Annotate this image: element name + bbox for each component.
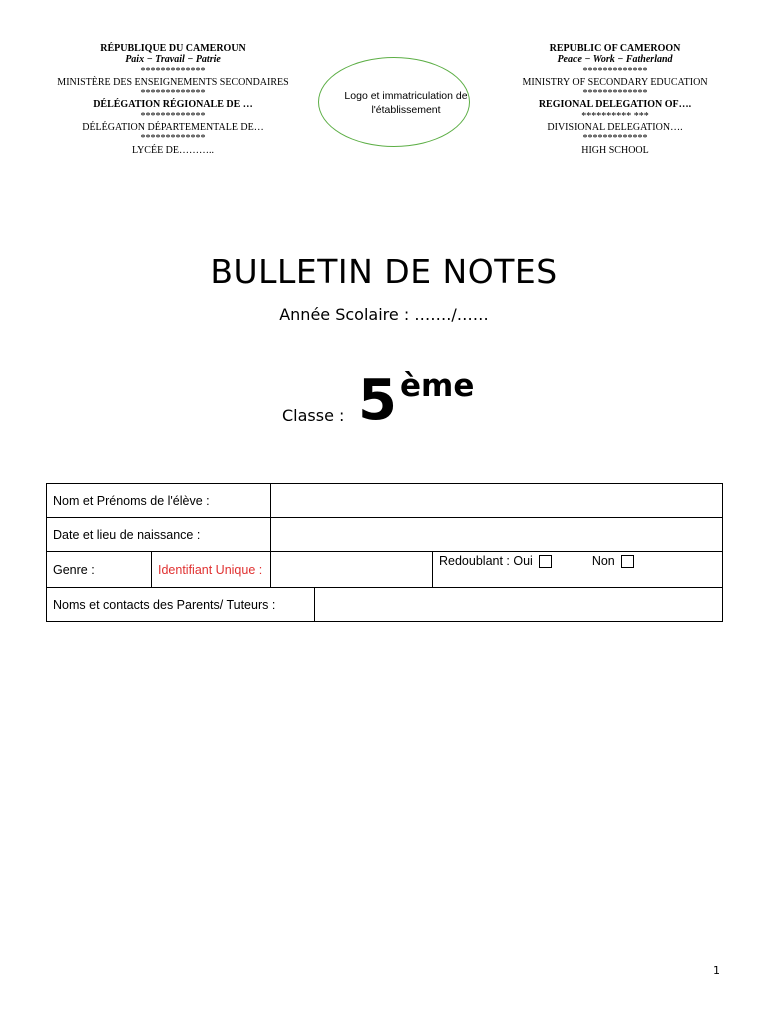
logo-caption-line: Logo et immatriculation de	[344, 90, 468, 102]
motto-fr: Paix − Travail − Patrie	[125, 54, 221, 66]
student-name-field[interactable]	[271, 484, 723, 518]
birth-label: Date et lieu de naissance :	[47, 518, 271, 552]
birth-field[interactable]	[271, 518, 723, 552]
school-en: HIGH SCHOOL	[581, 144, 649, 156]
logo-caption	[336, 89, 476, 117]
repeat-yes-checkbox[interactable]	[539, 555, 552, 568]
parents-field[interactable]	[315, 588, 723, 622]
ministry-fr: MINISTÈRE DES ENSEIGNEMENTS SECONDAIRES	[57, 76, 289, 88]
student-name-label: Nom et Prénoms de l'élève :	[47, 484, 271, 518]
separator: ********** ***	[581, 110, 649, 122]
classe-suffix: ème	[400, 368, 475, 404]
unique-id-label: Identifiant Unique :	[152, 552, 271, 588]
school-year: Année Scolaire : ……./……	[279, 305, 489, 324]
repeat-label: Redoublant : Oui	[439, 554, 533, 568]
student-info-table	[46, 483, 723, 622]
repeat-cell	[433, 552, 723, 588]
parents-label: Noms et contacts des Parents/ Tuteurs :	[47, 588, 315, 622]
repeat-no-checkbox[interactable]	[621, 555, 634, 568]
classe-number: 5	[358, 368, 397, 433]
regional-delegation-fr: DÉLÉGATION RÉGIONALE DE …	[93, 99, 253, 111]
regional-delegation-en: REGIONAL DELEGATION OF….	[538, 99, 692, 111]
school-fr: LYCÉE DE………..	[131, 144, 215, 156]
header-french	[38, 43, 308, 156]
country-en: REPUBLIC OF CAMEROON	[549, 43, 681, 54]
repeat-no-label: Non	[591, 554, 615, 568]
separator: *************	[140, 88, 206, 100]
document-title: BULLETIN DE NOTES	[210, 252, 558, 291]
motto-en: Peace − Work − Fatherland	[557, 54, 673, 66]
country-fr: RÉPUBLIQUE DU CAMEROUN	[100, 43, 246, 54]
gender-label: Genre :	[47, 552, 152, 588]
separator: *************	[140, 110, 206, 122]
header-english	[480, 43, 750, 156]
separator: *************	[582, 133, 648, 145]
separator: *************	[582, 65, 648, 77]
unique-id-field[interactable]	[271, 552, 433, 588]
logo-caption-line: l'établissement	[371, 104, 441, 116]
table-row	[47, 484, 723, 518]
table-row	[47, 518, 723, 552]
ministry-en: MINISTRY OF SECONDARY EDUCATION	[522, 76, 708, 88]
table-row	[47, 588, 723, 622]
separator: *************	[582, 88, 648, 100]
divisional-delegation-fr: DÉLÉGATION DÉPARTEMENTALE DE…	[82, 122, 264, 134]
table-row	[47, 552, 723, 588]
separator: *************	[140, 133, 206, 145]
divisional-delegation-en: DIVISIONAL DELEGATION….	[547, 122, 683, 134]
classe-label: Classe :	[282, 406, 345, 425]
separator: *************	[140, 65, 206, 77]
page-number: 1	[713, 964, 720, 977]
